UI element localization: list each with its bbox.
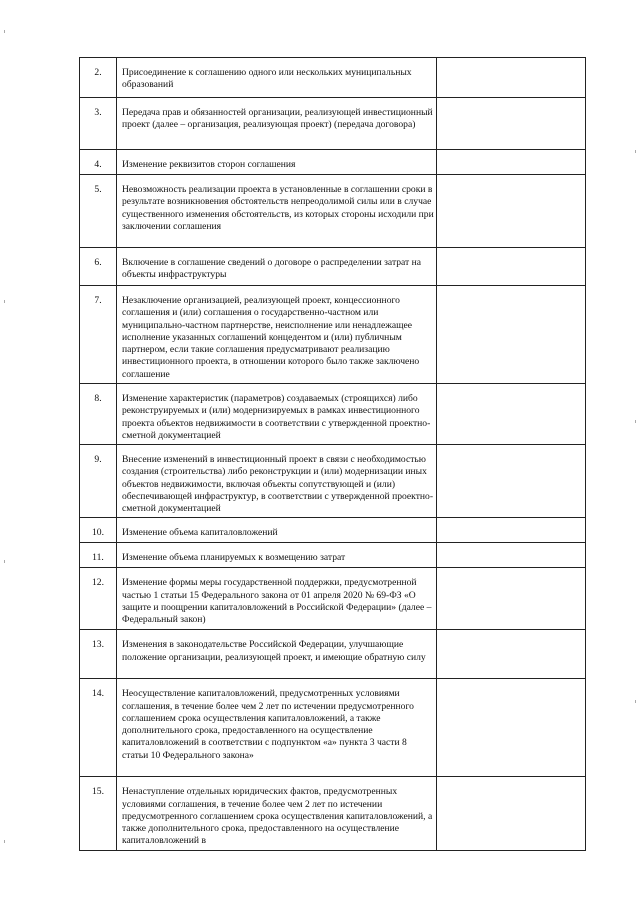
- row-number: 14.: [80, 679, 117, 777]
- row-value-cell: [437, 286, 586, 384]
- row-value-cell: [437, 384, 586, 445]
- table-row: [80, 445, 586, 518]
- row-text: Ненаступление отдельных юридических фактов, предусмотренных условиями соглашения, в течение более чем 2 лет по истечении предусмотренного соглашением срока осуществления капиталовложений, а также дополнительного срока, предоставленного на осуществление капиталовложений в: [117, 777, 437, 850]
- row-value-cell: [437, 630, 586, 679]
- row-value-cell: [437, 518, 586, 543]
- changes-table: [79, 57, 586, 851]
- scan-mark: [635, 700, 636, 703]
- row-number: 3.: [80, 98, 117, 150]
- table-row: [80, 98, 586, 150]
- row-number: 8.: [80, 384, 117, 445]
- row-text: Изменение объема капиталовложений: [117, 518, 437, 543]
- table-row: [80, 630, 586, 679]
- table-row: [80, 518, 586, 543]
- row-number: 13.: [80, 630, 117, 679]
- row-number: 6.: [80, 248, 117, 286]
- table-row: [80, 58, 586, 98]
- row-number: 9.: [80, 445, 117, 518]
- row-number: 11.: [80, 543, 117, 568]
- row-value-cell: [437, 445, 586, 518]
- row-text: Передача прав и обязанностей организации, реализующей инвестиционный проект (далее – организация, реализующая проект) (передача договора): [117, 98, 437, 150]
- row-number: 10.: [80, 518, 117, 543]
- row-text: Присоединение к соглашению одного или нескольких муниципальных образований: [117, 58, 437, 98]
- row-value-cell: [437, 98, 586, 150]
- row-value-cell: [437, 175, 586, 248]
- row-text: Включение в соглашение сведений о договоре о распределении затрат на объекты инфраструктуры: [117, 248, 437, 286]
- table-row: [80, 679, 586, 777]
- table-row: [80, 543, 586, 568]
- row-number: 7.: [80, 286, 117, 384]
- scan-mark: [635, 150, 636, 153]
- scan-mark: [635, 420, 636, 423]
- scan-mark: [4, 560, 5, 563]
- table-row: [80, 384, 586, 445]
- table-row: [80, 150, 586, 175]
- row-text: Неосуществление капиталовложений, предусмотренных условиями соглашения, в течение более чем 2 лет по истечении предусмотренного соглашением срока осуществления капиталовложений, а также дополнительного срока, предоставленного на осуществление капиталовложений в соответствии с подпунктом «а» пункта 3 части 8 статьи 10 Федерального закона»: [117, 679, 437, 777]
- row-number: 15.: [80, 777, 117, 850]
- table-row: [80, 175, 586, 248]
- table-row: [80, 286, 586, 384]
- scan-mark: [4, 30, 5, 33]
- row-text: Изменение объема планируемых к возмещению затрат: [117, 543, 437, 568]
- row-text: Изменение формы меры государственной поддержки, предусмотренной частью 1 статьи 15 Федерального закона от 01 апреля 2020 № 69-ФЗ «О защите и поощрении капиталовложений в Российской Федерации» (далее – Федеральный закон): [117, 568, 437, 630]
- row-text: Изменения в законодательстве Российской Федерации, улучшающие положение организации, реализующей проект, и имеющие обратную силу: [117, 630, 437, 679]
- scan-mark: [4, 840, 5, 843]
- row-number: 12.: [80, 568, 117, 630]
- row-text: Внесение изменений в инвестиционный проект в связи с необходимостью создания (строительства) либо реконструкции и (или) модернизации иных объектов недвижимости, включая объекты сопутствующей и (или) обеспечивающей инфраструктур, в соответствии с утвержденной проектно-сметной документацией: [117, 445, 437, 518]
- row-number: 4.: [80, 150, 117, 175]
- row-text: Изменение реквизитов сторон соглашения: [117, 150, 437, 175]
- row-value-cell: [437, 777, 586, 850]
- row-number: 2.: [80, 58, 117, 98]
- row-value-cell: [437, 248, 586, 286]
- scan-mark: [4, 300, 5, 303]
- table-row: [80, 248, 586, 286]
- row-text: Изменение характеристик (параметров) создаваемых (строящихся) либо реконструируемых и (или) модернизируемых в рамках инвестиционного проекта объектов недвижимости в соответствии с утвержденной проектно-сметной документацией: [117, 384, 437, 445]
- row-value-cell: [437, 150, 586, 175]
- row-text: Невозможность реализации проекта в установленные в соглашении сроки в результате возникновения обстоятельств непреодолимой силы или в случае существенного изменения обстоятельств, из которых стороны исходили при заключении соглашения: [117, 175, 437, 248]
- row-value-cell: [437, 58, 586, 98]
- table-row: [80, 777, 586, 850]
- row-value-cell: [437, 568, 586, 630]
- row-number: 5.: [80, 175, 117, 248]
- row-value-cell: [437, 543, 586, 568]
- row-value-cell: [437, 679, 586, 777]
- row-text: Незаключение организацией, реализующей проект, концессионного соглашения и (или) соглашения о государственно-частном или муниципально-частном партнерстве, неисполнение или ненадлежащее исполнение указанных соглашений концедентом и (или) публичным партнером, если такие соглашения предусматривают реализацию инвестиционного проекта, в отношении которого было также заключено соглашение: [117, 286, 437, 384]
- table-row: [80, 568, 586, 630]
